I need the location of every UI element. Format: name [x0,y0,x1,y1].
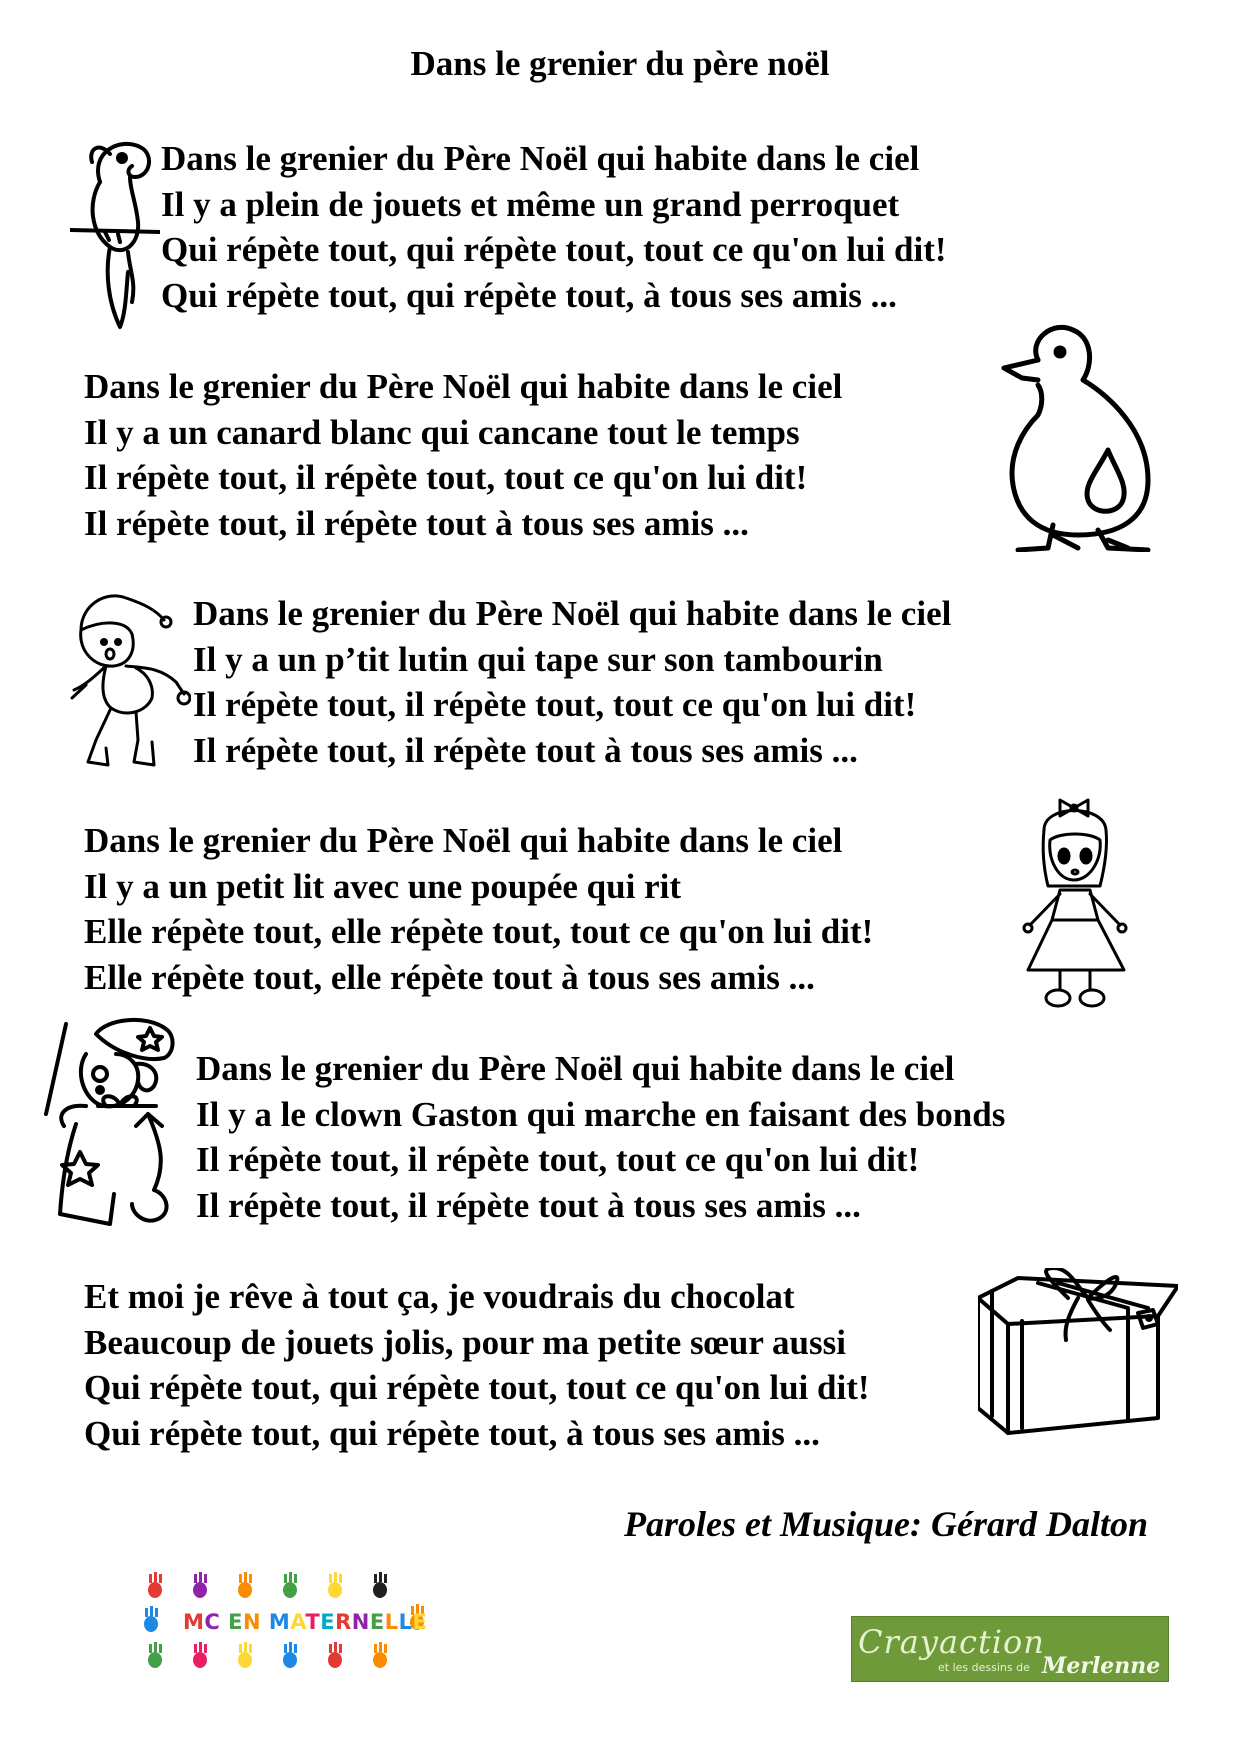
verse-line: Il répète tout, il répète tout, tout ce qu'on lui dit! [84,458,808,497]
verse-4 [84,818,873,1000]
credit-line: Paroles et Musique: Gérard Dalton [623,1504,1148,1544]
verse-line: Dans le grenier du Père Noël qui habite dans le ciel [84,821,843,860]
verse-line: Qui répète tout, qui répète tout, tout ce qu'on lui dit! [84,1368,870,1407]
duck-icon [998,320,1158,552]
verse-1 [161,136,947,318]
verse-line: Il répète tout, il répète tout, tout ce qu'on lui dit! [196,1140,920,1179]
crayaction-logo [851,1616,1169,1682]
verse-line: Il y a plein de jouets et même un grand perroquet [161,184,900,224]
verse-line: Il y a un p’tit lutin qui tape sur son tambourin [193,639,883,679]
verse-line: Qui répète tout, qui répète tout, tout ce qu'on lui dit! [161,230,947,269]
verse-line: Beaucoup de jouets jolis, pour ma petite sœur aussi [84,1322,846,1362]
verse-6 [84,1274,870,1456]
verse-line: Il y a un canard blanc qui cancane tout le temps [84,412,800,452]
verse-line: Il répète tout, il répète tout à tous ses amis ... [193,730,858,770]
verse-2 [84,364,842,546]
verse-line: Dans le grenier du Père Noël qui habite dans le ciel [161,139,920,178]
verse-3 [193,591,951,773]
verse-line: Il répète tout, il répète tout à tous ses amis ... [84,503,749,543]
verse-line: Qui répète tout, qui répète tout, à tous ses amis ... [84,1413,820,1453]
verse-line: Dans le grenier du Père Noël qui habite dans le ciel [196,1049,955,1088]
verse-line: Il répète tout, il répète tout à tous ses amis ... [196,1185,861,1225]
verse-line: Et moi je rêve à tout ça, je voudrais du chocolat [84,1277,795,1316]
gift-icon [978,1268,1178,1436]
verse-line: Qui répète tout, qui répète tout, à tous ses amis ... [161,275,897,315]
page-title: Dans le grenier du père noël [410,44,830,83]
logo-brand: Merlenne [1042,1653,1161,1679]
verse-line: Il y a le clown Gaston qui marche en faisant des bonds [196,1094,1006,1134]
verse-line: Dans le grenier du Père Noël qui habite dans le ciel [84,367,843,406]
verse-line: Il y a un petit lit avec une poupée qui rit [84,866,681,906]
parrot-icon [70,132,160,332]
elf-icon [66,590,191,770]
verse-line: Dans le grenier du Père Noël qui habite dans le ciel [193,594,952,633]
logo-subtitle: et les dessins de [938,1661,1030,1674]
logo-text: MC EN MATERNELLE [183,1610,428,1634]
handprints-logo [135,1572,435,1672]
verse-line: Elle répète tout, elle répète tout à tous ses amis ... [84,957,815,997]
clown-icon [36,1014,198,1232]
verse-line: Elle répète tout, elle répète tout, tout ce qu'on lui dit! [84,912,874,951]
verse-line: Il répète tout, il répète tout, tout ce qu'on lui dit! [193,685,917,724]
doll-icon [1020,790,1150,1022]
verse-5 [196,1046,1005,1228]
logo-name: Crayaction [858,1623,1045,1661]
